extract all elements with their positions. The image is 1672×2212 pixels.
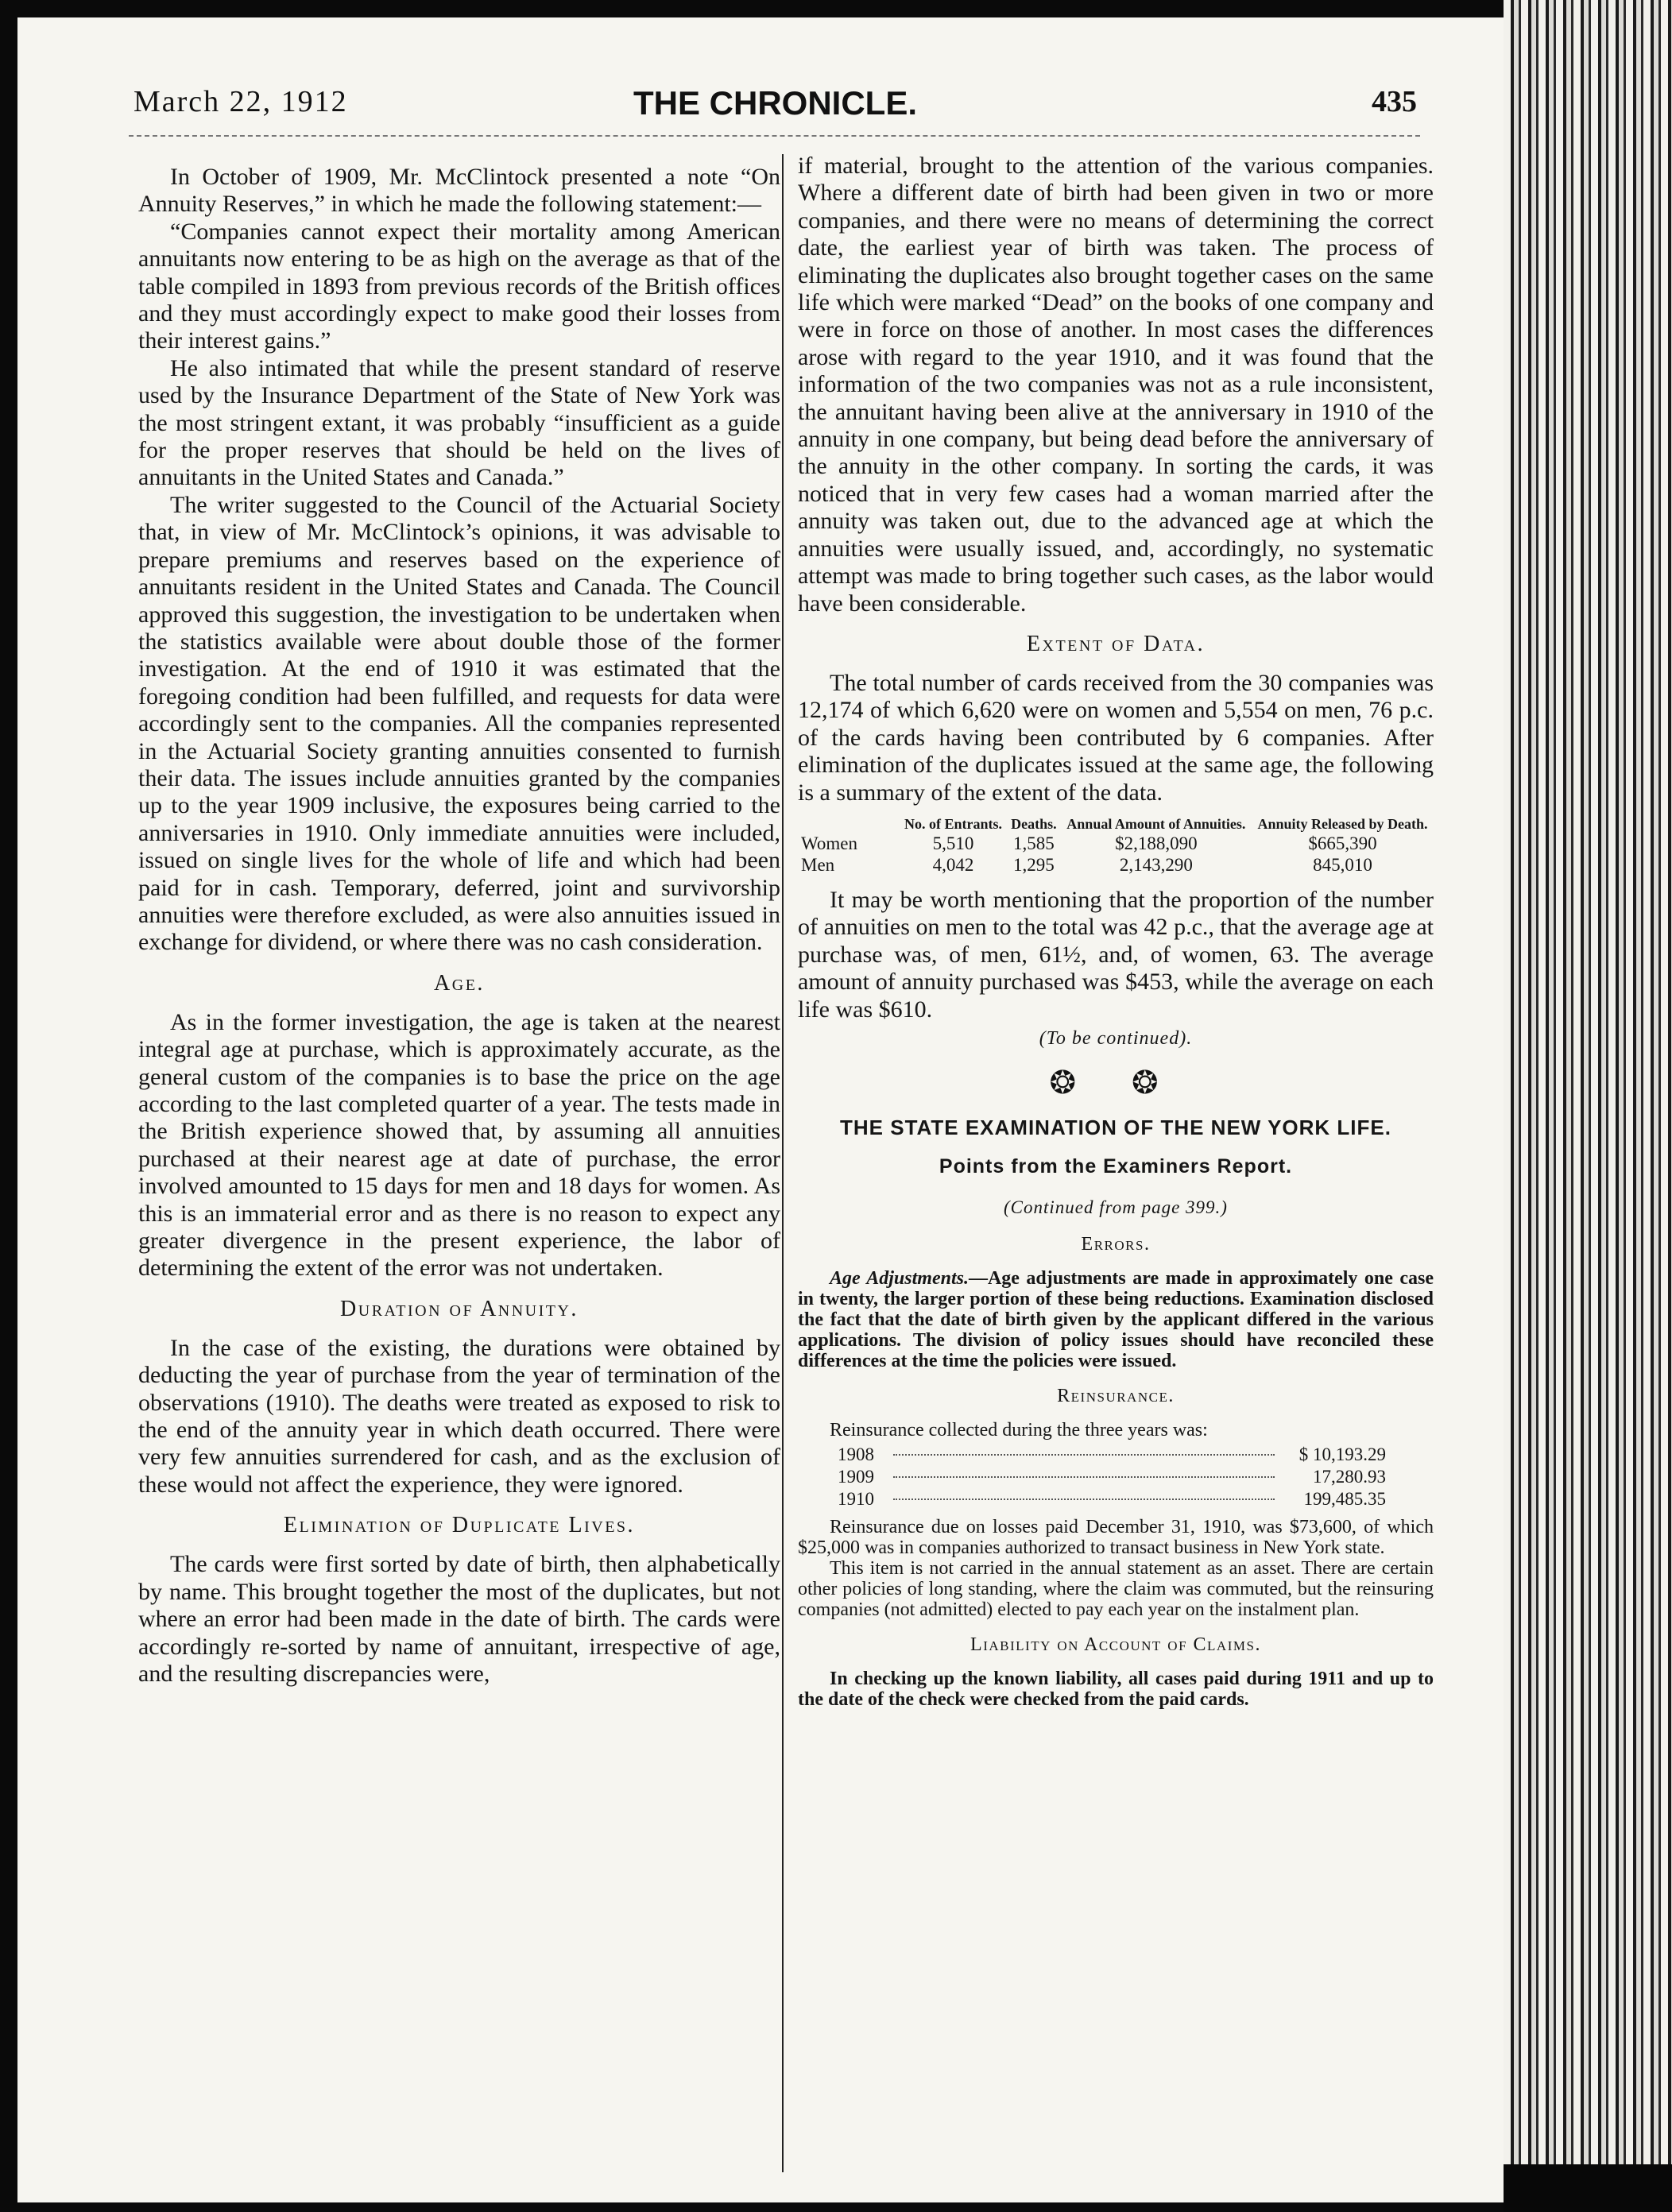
section-heading-duration: Duration of Annuity. <box>340 1296 579 1321</box>
section-heading-errors: Errors. <box>1081 1233 1151 1255</box>
article-subtitle: Points from the Examiners Report. <box>939 1154 1293 1178</box>
paragraph-text: —Age adjustments are made in approximately one case in twenty, the larger portion of these being reductions. Examination disclosed the fact that the date of birth given by the applicant differed in the various applications. The division of policy issues should have reconciled these differences at the time the policies were issued. <box>798 1267 1434 1371</box>
table-header: Deaths. <box>1011 815 1057 832</box>
header-rule <box>129 135 1420 137</box>
paragraph: The cards were first sorted by date of birth, then alphabetically by name. This brought together the most of the duplicates, but not where an error had been made in the date of birth. The cards were accordingly re-sorted by name of annuitant, irrespective of age, and the resulting discrepancies were, <box>138 1551 780 1687</box>
article-title: THE STATE EXAMINATION OF THE NEW YORK LIFE. <box>840 1115 1391 1139</box>
table-header: Annuity Released by Death. <box>1257 815 1428 832</box>
section-heading-elimination: Elimination of Duplicate Lives. <box>283 1513 636 1538</box>
table-cell: $665,390 <box>1308 833 1377 853</box>
paragraph: It may be worth mentioning that the proportion of the number of annuities on men to the total was 42 p.c., that the average age at purchase was, of men, 61½, and, of women, 63. The average amount of annuity purchased was $453, while the average on each life was $610. <box>798 886 1434 1023</box>
section-heading-extent: Extent of Data. <box>1026 631 1206 656</box>
page-header <box>134 84 1417 124</box>
publication-title: THE CHRONICLE. <box>633 84 917 122</box>
table-row <box>798 833 1434 854</box>
ledger-amount: 17,280.93 <box>1313 1466 1386 1487</box>
table-row <box>798 854 1434 876</box>
table-header: No. of Entrants. <box>904 815 1003 832</box>
table-cell: 1,585 <box>1013 833 1055 853</box>
right-column <box>798 153 1434 1710</box>
leader-dots <box>893 1499 1275 1500</box>
section-heading-reinsurance: Reinsurance. <box>1057 1385 1175 1406</box>
liability-section <box>798 1669 1434 1710</box>
paragraph: In October of 1909, Mr. McClintock presented a note “On Annuity Reserves,” in which he made the following statement:— <box>138 164 780 218</box>
column-divider <box>782 154 784 2172</box>
table-header <box>798 816 900 833</box>
leader-dots <box>893 1454 1275 1456</box>
section-heading-age: Age. <box>434 970 485 996</box>
paragraph: As in the former investigation, the age is taken at the nearest integral age at purchase, which is approximately accurate, as the general custom of the companies is to base the price on the age according to the last completed quarter of a year. The tests made in the British experience showed that, by assuming all annuities purchased at their nearest age at date of purchase, the error involved amounted to 15 days for men and 18 days for women. As this is an immaterial error and as there is no reason to expect any greater divergence in the present experience, the labor of determining the extent of the error was not undertaken. <box>138 1008 780 1282</box>
table-header: Annual Amount of Annuities. <box>1066 815 1246 832</box>
issue-date: March 22, 1912 <box>134 85 348 118</box>
newspaper-page <box>17 17 1504 2202</box>
ledger-amount: $ 10,193.29 <box>1299 1444 1386 1464</box>
ledger-row <box>838 1444 1386 1466</box>
paragraph <box>798 1268 1434 1371</box>
paragraph: He also intimated that while the present standard of reserve used by the Insurance Department of the State of New York was the most stringent extant, it was probably “insufficient as a guide for the proper reserves that should be held on the lives of annuitants in the United States and Canada.” <box>138 354 780 491</box>
paragraph: In checking up the known liability, all cases paid during 1911 and up to the date of the check were checked from the paid cards. <box>798 1668 1434 1710</box>
left-column <box>138 164 780 1688</box>
leader-dots <box>893 1476 1275 1478</box>
continued-from: (Continued from page 399.) <box>1004 1197 1228 1217</box>
reinsurance-section <box>798 1420 1434 1620</box>
paragraph: Reinsurance due on losses paid December 31, 1910, was $73,600, of which $25,000 was in companies authorized to transact business in New York state. <box>798 1516 1434 1558</box>
paragraph: The total number of cards received from the 30 companies was 12,174 of which 6,620 were on women and 5,554 on men, 76 p.c. of the cards having been contributed by 6 companies. After elimination of the duplicates issued at the same age, the following is a summary of the extent of the data. <box>798 669 1434 806</box>
ledger-row <box>838 1488 1386 1510</box>
paragraph: In the case of the existing, the durations were obtained by deducting the year of purchase from the year of termination of the observations (1910). The deaths were treated as exposed to risk to the end of the annuity year in which death occurred. There were very few annuities surrendered for cash, and as the exclusion of these would not affect the experience, they were ignored. <box>138 1334 780 1498</box>
ornament-icon: ❂ ❂ <box>1049 1064 1182 1100</box>
section-heading-liability: Liability on Account of Claims. <box>970 1634 1261 1655</box>
ledger-row <box>838 1466 1386 1488</box>
table-cell: 845,010 <box>1313 854 1372 875</box>
lead-in: Age Adjustments. <box>830 1267 969 1289</box>
page-number: 435 <box>1372 85 1417 118</box>
table-cell: 5,510 <box>932 833 974 853</box>
table-cell: Men <box>801 854 835 875</box>
paragraph: Reinsurance collected during the three years was: <box>830 1419 1208 1441</box>
ledger-year: 1910 <box>838 1488 874 1509</box>
paragraph: if material, brought to the attention of the various companies. Where a different date of birth had been given in two or more companies, and there were no means of determining the correct date, the earliest year of birth was taken. The process of eliminating the duplicates also brought together cases on the same life which were marked “Dead” on the books of one company and were in force on those of another. In most cases the differences arose with regard to the year 1910, and it was found that the information of the two companies was not as a rule inconsistent, the annuitant having been alive at the anniversary in 1910 of the annuity in one company, but being dead before the anniversary of the annuity in the other company. In sorting the cards, it was noticed that in very few cases had a woman married after the annuity was taken out, due to the advanced age at which the annuities were usually issued, and, accordingly, no systematic attempt was made to bring together such cases, as the labor would have been considerable. <box>798 153 1434 617</box>
paragraph: The writer suggested to the Council of the Actuarial Society that, in view of Mr. McClintock’s opinions, it was advisable to prepare premiums and reserves based on the experience of annuitants resident in the United States and Canada. The Council approved this suggestion, the investigation to be undertaken when the statistics available were about double those of the former investigation. At the end of 1910 it was estimated that the foregoing condition had been fulfilled, and requests for data were accordingly sent to the companies. All the companies represented in the Actuarial Society granting annuities consented to furnish their data. The issues include annuities granted by the companies up to the year 1909 inclusive, the exposures being carried to the anniversaries in 1910. Only immediate annuities were included, issued on single lives for the whole of life and which had been paid for in cash. Temporary, deferred, joint and survivorship annuities were therefore excluded, as were also annuities issued in exchange for dividend, or where there was no cash consideration. <box>138 491 780 956</box>
bound-volume-page-edges <box>1504 0 1672 2212</box>
ledger-year: 1908 <box>838 1444 874 1464</box>
table-header-row <box>798 816 1434 833</box>
scan-shadow <box>1504 2164 1672 2212</box>
to-be-continued: (To be continued). <box>1039 1027 1193 1049</box>
quotation-paragraph: “Companies cannot expect their mortality among American annuitants now entering to be as high on the average as that of the table compiled in 1893 from previous records of the British offices and they must accordingly expect to make good their losses from their interest gains.” <box>138 218 780 354</box>
table-cell: 1,295 <box>1013 854 1055 875</box>
extent-data-table <box>798 816 1434 876</box>
table-cell: Women <box>801 833 857 853</box>
table-cell: 2,143,290 <box>1119 854 1193 875</box>
ledger-year: 1909 <box>838 1466 874 1487</box>
reinsurance-ledger <box>838 1444 1386 1510</box>
table-cell: $2,188,090 <box>1115 833 1198 853</box>
errors-section <box>798 1268 1434 1371</box>
table-cell: 4,042 <box>932 854 974 875</box>
ledger-amount: 199,485.35 <box>1303 1488 1386 1509</box>
paragraph: This item is not carried in the annual statement as an asset. There are certain other policies of long standing, where the claim was commuted, but the reinsuring companies (not admitted) elected to pay each year on the instalment plan. <box>798 1557 1434 1620</box>
